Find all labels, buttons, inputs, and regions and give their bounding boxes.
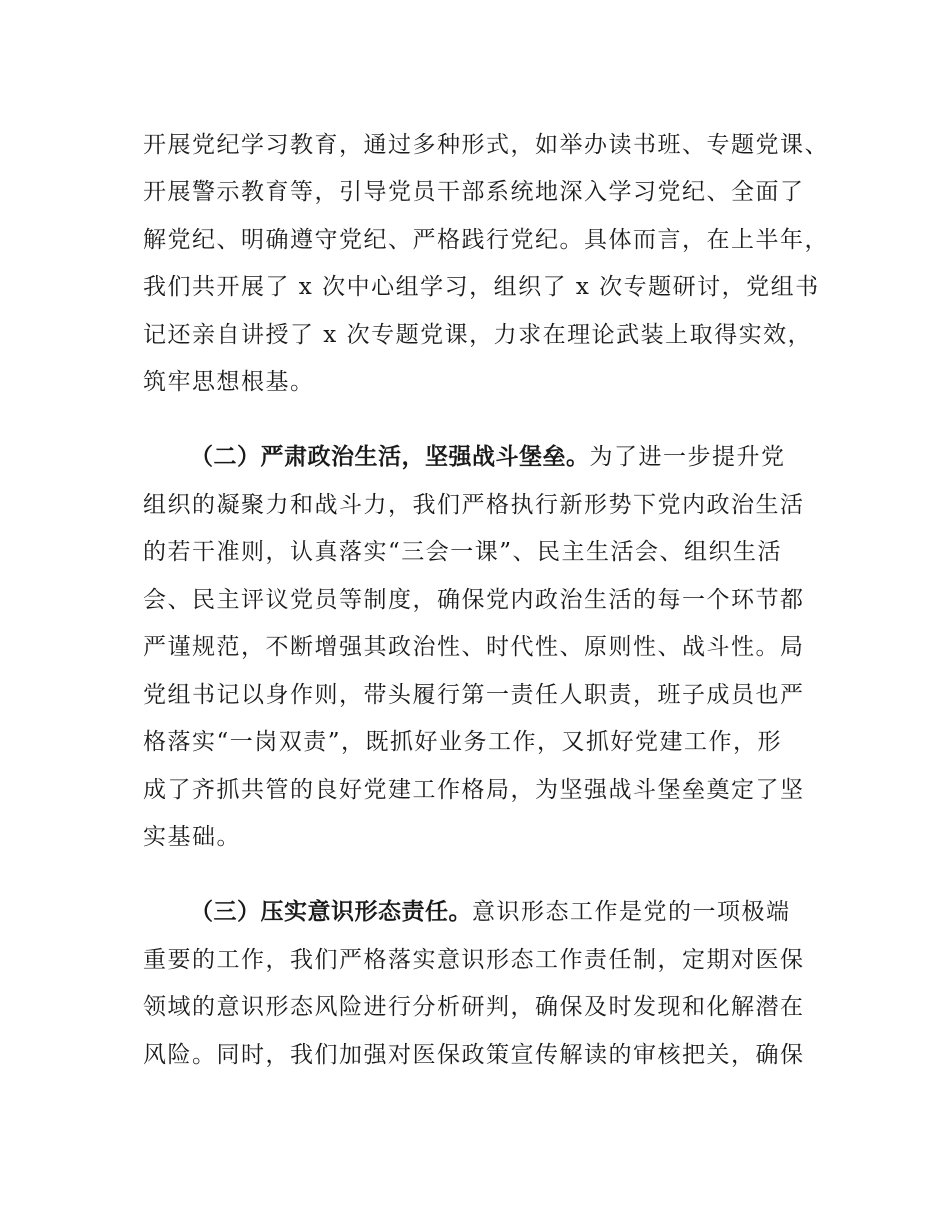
section-3-line-2: 重要的工作，我们严格落实意识形态工作责任制，定期对医保 <box>143 947 805 973</box>
section-2-line-2: 组织的凝聚力和战斗力，我们严格执行新形势下党内政治生活 <box>143 492 805 518</box>
section-2-line-8: 成了齐抓共管的良好党建工作格局，为坚强战斗堡垒奠定了坚 <box>143 777 805 803</box>
section-2-line-7: 格落实“一岗双责”，既抓好业务工作，又抓好党建工作，形 <box>143 729 783 755</box>
paragraph-1-line-2: 开展警示教育等，引导党员干部系统地深入学习党纪、全面了 <box>143 179 805 205</box>
section-3-first-line-text: 意识形态工作是党的一项极端 <box>472 899 791 925</box>
paragraph-1-line-5: 记还亲自讲授了 x 次专题党课，力求在理论武装上取得实效， <box>143 322 813 348</box>
section-2-line-9: 实基础。 <box>143 824 241 850</box>
paragraph-1-line-6: 筑牢思想根基。 <box>143 369 315 395</box>
section-3-line-3: 领域的意识形态风险进行分析研判，确保及时发现和化解潜在 <box>143 994 805 1020</box>
section-2-first-line <box>190 442 786 472</box>
section-2-heading: （二）严肃政治生活，坚强战斗堡垒。 <box>190 444 590 470</box>
section-2-line-6: 党组书记以身作则，带头履行第一责任人职责，班子成员也严 <box>143 682 805 708</box>
section-2-line-5: 严谨规范，不断增强其政治性、时代性、原则性、战斗性。局 <box>143 634 805 660</box>
paragraph-1-line-3: 解党纪、明确遵守党纪、严格践行党纪。具体而言，在上半年， <box>143 227 829 253</box>
section-2-first-line-text: 为了进一步提升党 <box>589 444 786 470</box>
paragraph-1-line-4: 我们共开展了 x 次中心组学习，组织了 x 次专题研讨，党组书 <box>143 274 820 300</box>
section-2-line-3: 的若干准则，认真落实“三会一课”、民主生活会、组织生活 <box>143 539 783 565</box>
paragraph-1-line-1: 开展党纪学习教育，通过多种形式，如举办读书班、专题党课、 <box>143 132 829 158</box>
section-2-line-4: 会、民主评议党员等制度，确保党内政治生活的每一个环节都 <box>143 587 805 613</box>
section-3-first-line <box>190 897 791 927</box>
section-3-heading: （三）压实意识形态责任。 <box>190 899 472 925</box>
section-3-line-4: 风险。同时，我们加强对医保政策宣传解读的审核把关，确保 <box>143 1042 805 1068</box>
